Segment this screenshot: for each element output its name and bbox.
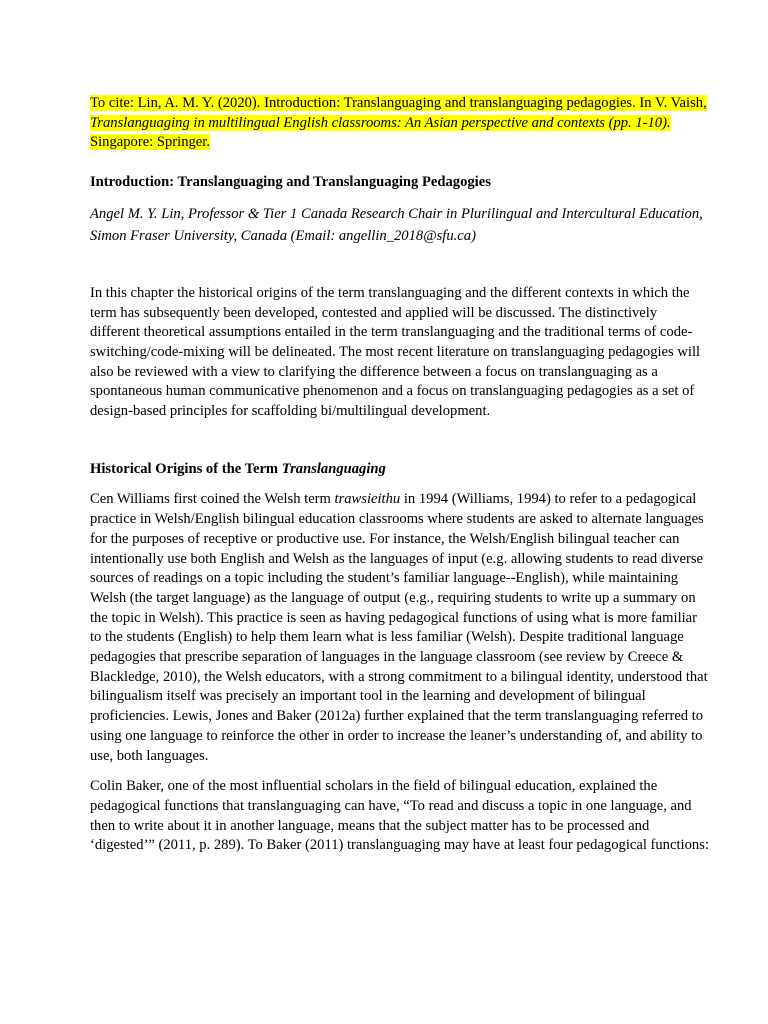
citation-book-title: Translanguaging in multilingual English classrooms: An Asian perspective and contexts (pp. 1-10). [90, 114, 671, 131]
citation-highlight [90, 95, 707, 150]
section-heading-term: Translanguaging [281, 460, 386, 477]
paragraph-text: in 1994 (Williams, 1994) to refer to a pedagogical practice in Welsh/English bilingual education classrooms where students are asked to alternate languages for the purposes of receptive or productive use. For instance, the Welsh/English bilingual teacher can intentionally use both English and Welsh as the languages of input (e.g. allowing students to read diverse sources of readings on a topic including the student’s familiar language--English), while maintaining Welsh (the target language) as the language of output (e.g., requiring students to write up a summary on the topic in Welsh). This practice is seen as having pedagogical functions of using what is more familiar to the students (English) to help them learn what is less familiar (Welsh). Despite traditional language pedagogies that prescribe separation of languages in the language classroom (see review by Creece & Blackledge, 2010), the Welsh educators, with a strong commitment to a bilingual identity, understood that bilingualism itself was precisely an important tool in the learning and development of bilingual proficiencies. Lewis, Jones and Baker (2012a) further explained that the term translanguaging referred to using one language to reinforce the other in order to increase the leaner’s understanding of, and ability to use, both languages. [90, 491, 708, 764]
citation [90, 94, 710, 153]
citation-text: To cite: Lin, A. M. Y. (2020). Introduction: Translanguaging and translanguaging pedagogies. In V. Vaish, [90, 95, 707, 111]
welsh-term: trawsieithu [334, 491, 401, 508]
chapter-title: Introduction: Translanguaging and Translanguaging Pedagogies [90, 174, 491, 191]
author-affiliation: Angel M. Y. Lin, Professor & Tier 1 Canada Research Chair in Plurilingual and Intercultural Education, Simon Fraser University, Canada (Email: angellin_2018@sfu.ca) [90, 205, 703, 244]
abstract-paragraph: In this chapter the historical origins of the term translanguaging and the different contexts in which the term has subsequently been developed, contested and applied will be discussed. The distinctively different theoretical assumptions entailed in the term translanguaging and the traditional terms of code-switching/code-mixing will be delineated. The most recent literature on translanguaging pedagogies will also be reviewed with a view to clarifying the difference between a focus on translanguaging as a spontaneous human communicative phenomenon and a focus on translanguaging pedagogies as a set of design-based principles for scaffolding bi/multilingual development. [90, 284, 701, 420]
citation-publisher: Singapore: Springer. [90, 134, 210, 151]
section-heading-text: Historical Origins of the Term [90, 460, 282, 477]
document-page [90, 80, 710, 856]
body-paragraph-2: Colin Baker, one of the most influential scholars in the field of bilingual education, explained the pedagogical functions that translanguaging can have, “To read and discuss a topic in one language, and then to write about it in another language, means that the subject matter has to be processed and ‘digested’” (2011, p. 289). To Baker (2011) translanguaging may have at least four pedagogical functions: [90, 778, 709, 854]
paragraph-text: Cen Williams first coined the Welsh term [90, 491, 335, 508]
body-paragraph-1 [90, 490, 710, 766]
section-heading-historical-origins [90, 460, 710, 480]
